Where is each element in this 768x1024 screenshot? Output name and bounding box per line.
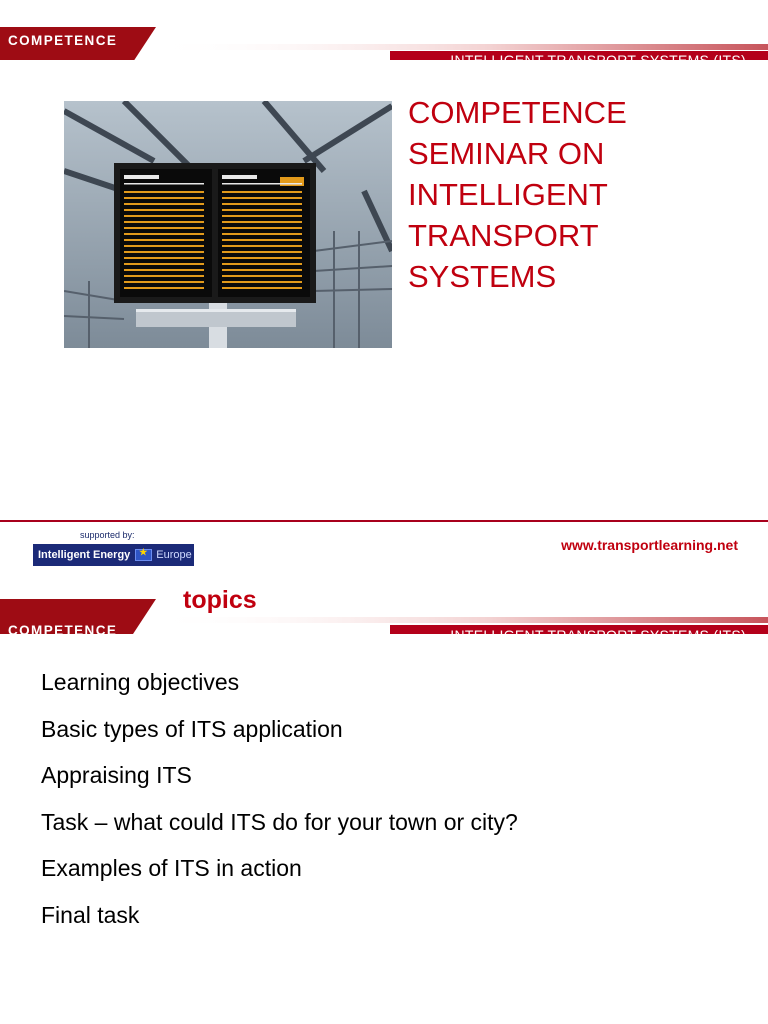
departures-board-photo [64,101,392,348]
website-link[interactable]: www.transportlearning.net [561,537,738,553]
title-line: INTELLIGENT [408,177,608,212]
header-band-graphic [0,0,768,60]
list-item: Basic types of ITS application [41,715,343,742]
slide1-title [408,92,748,297]
slide1-header-band [0,0,768,68]
title-line: TRANSPORT [408,218,599,253]
intelligent-energy-europe-logo [33,544,194,566]
eu-flag-icon [135,549,152,561]
title-line: SYSTEMS [408,259,557,294]
title-line: COMPETENCE [408,95,627,130]
topics-heading: topics [183,586,257,614]
sponsor-name: Intelligent Energy [38,549,131,561]
list-item: Appraising ITS [41,762,192,789]
strip-title: INTELLIGENT TRANSPORT SYSTEMS (ITS) [450,627,746,643]
photo-graphic [64,101,392,348]
title-line: SEMINAR ON [408,136,605,171]
slide2-header-band [0,574,768,643]
list-item: Examples of ITS in action [41,855,302,882]
list-item: Final task [41,901,140,928]
sponsor-region: Europe [156,549,192,561]
competence-logo: COMPETENCE [8,623,118,638]
list-item: Learning objectives [41,669,240,695]
competence-logo: COMPETENCE [8,33,118,48]
supported-by-label: supported by: [80,530,135,540]
list-item: Task – what could ITS do for your town or city? [41,808,518,835]
strip-title: INTELLIGENT TRANSPORT SYSTEMS (ITS) [450,52,746,68]
footer-divider [0,520,768,522]
topics-list [41,662,518,942]
